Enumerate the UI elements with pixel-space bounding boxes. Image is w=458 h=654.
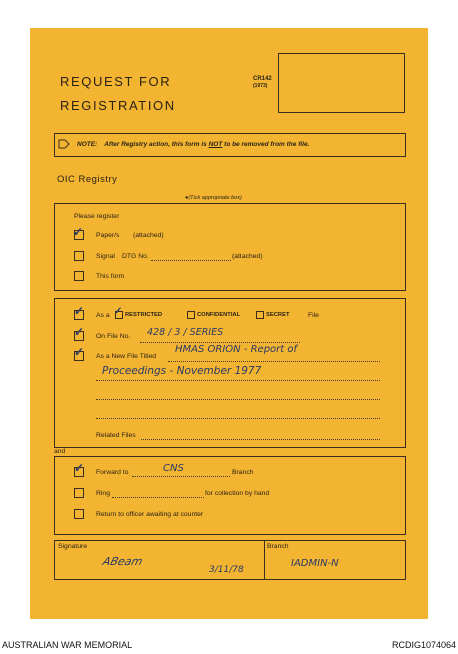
footer-record-id: RCDIG1074064 bbox=[391, 640, 456, 650]
branch-label: Branch bbox=[267, 543, 289, 550]
form-code-year: (1973) bbox=[253, 83, 268, 89]
new-file-titled-label: As a New File Titled bbox=[96, 353, 157, 360]
signature-box bbox=[54, 540, 406, 580]
on-file-no-tick-mark: ✓ bbox=[74, 325, 85, 339]
registration-form bbox=[30, 28, 428, 619]
and-label: and bbox=[54, 448, 66, 455]
forward-branch-label: Branch bbox=[232, 469, 254, 476]
restricted-tick-mark: ✓ bbox=[114, 306, 123, 317]
related-files-label: Related Files bbox=[96, 432, 136, 439]
dtg-line[interactable] bbox=[151, 260, 231, 261]
file-no-line[interactable] bbox=[140, 342, 300, 343]
ring-line[interactable] bbox=[112, 497, 204, 498]
forward-to-handwritten: CNS bbox=[163, 463, 184, 474]
signature-date: 3/11/78 bbox=[209, 565, 244, 575]
signature-divider bbox=[264, 541, 265, 579]
tick-hint: ●(Tick appropriate box) bbox=[185, 195, 242, 201]
please-register-heading: Please register bbox=[74, 213, 120, 220]
papers-tick-mark: ✓ bbox=[73, 225, 84, 239]
as-a-label: As a bbox=[96, 312, 110, 319]
ring-checkbox[interactable] bbox=[74, 488, 84, 498]
note-not-word: NOT bbox=[208, 141, 223, 148]
form-title-line2: REGISTRATION bbox=[60, 98, 176, 113]
forward-tick-mark: ✓ bbox=[74, 461, 85, 475]
secret-checkbox[interactable] bbox=[256, 311, 264, 319]
as-a-tick-mark: ✓ bbox=[74, 304, 85, 318]
title-line-4[interactable] bbox=[96, 418, 380, 419]
forward-box bbox=[54, 456, 406, 535]
please-register-box bbox=[54, 203, 406, 291]
note-box bbox=[54, 133, 406, 157]
footer-archive-name: AUSTRALIAN WAR MEMORIAL bbox=[2, 640, 133, 650]
registry-stamp-box bbox=[278, 53, 405, 113]
note-text-after: to be removed from the file. bbox=[222, 141, 310, 148]
file-label: File bbox=[308, 312, 319, 319]
forward-to-label: Forward to bbox=[96, 469, 129, 476]
related-files-line[interactable] bbox=[141, 439, 380, 440]
this-form-label: This form bbox=[96, 273, 125, 280]
classification-box bbox=[54, 298, 406, 448]
form-title-line1: REQUEST FOR bbox=[60, 74, 172, 89]
forward-to-line[interactable] bbox=[132, 476, 230, 477]
signal-dtg-label: DTG No. bbox=[122, 253, 149, 260]
restricted-label: RESTRICTED bbox=[125, 312, 163, 318]
file-title-handwritten-2: Proceedings - November 1977 bbox=[102, 365, 262, 377]
signal-label: Signal bbox=[96, 253, 115, 260]
confidential-label: CONFIDENTIAL bbox=[197, 312, 241, 318]
tick-hint-text: (Tick appropriate box) bbox=[188, 195, 242, 201]
file-title-handwritten-1: HMAS ORION - Report of bbox=[175, 344, 298, 355]
note-text-before: After Registry action, this form is bbox=[104, 141, 209, 148]
papers-label: Paper/s bbox=[96, 232, 120, 239]
signal-attached: (attached) bbox=[232, 253, 263, 260]
this-form-checkbox[interactable] bbox=[74, 271, 84, 281]
return-checkbox[interactable] bbox=[74, 509, 84, 519]
note-label: NOTE: bbox=[77, 141, 98, 148]
secret-label: SECRET bbox=[266, 312, 290, 318]
papers-attached: (attached) bbox=[133, 232, 164, 239]
form-code-number: CR142 bbox=[253, 76, 272, 82]
confidential-checkbox[interactable] bbox=[187, 311, 195, 319]
signature-label: Signature bbox=[58, 543, 88, 550]
title-line-3[interactable] bbox=[96, 399, 380, 400]
branch-handwritten: IADMIN-N bbox=[291, 558, 339, 569]
signal-checkbox[interactable] bbox=[74, 251, 84, 261]
signature-handwritten: ABeam bbox=[101, 555, 145, 568]
note-text bbox=[77, 141, 309, 148]
new-file-tick-mark: ✓ bbox=[74, 345, 85, 359]
ring-label: Ring bbox=[96, 490, 110, 497]
title-line-2[interactable] bbox=[96, 380, 380, 381]
on-file-no-label: On File No. bbox=[96, 333, 131, 340]
title-line-1[interactable] bbox=[168, 361, 380, 362]
for-collection-label: for collection by hand bbox=[205, 490, 270, 497]
file-no-handwritten: 428 / 3 / SERIES bbox=[147, 327, 224, 338]
return-label: Return to officer awaiting at counter bbox=[96, 511, 204, 518]
pointer-arrow-icon bbox=[58, 139, 70, 149]
oic-registry-label: OIC Registry bbox=[57, 174, 118, 185]
form-code bbox=[253, 76, 272, 90]
